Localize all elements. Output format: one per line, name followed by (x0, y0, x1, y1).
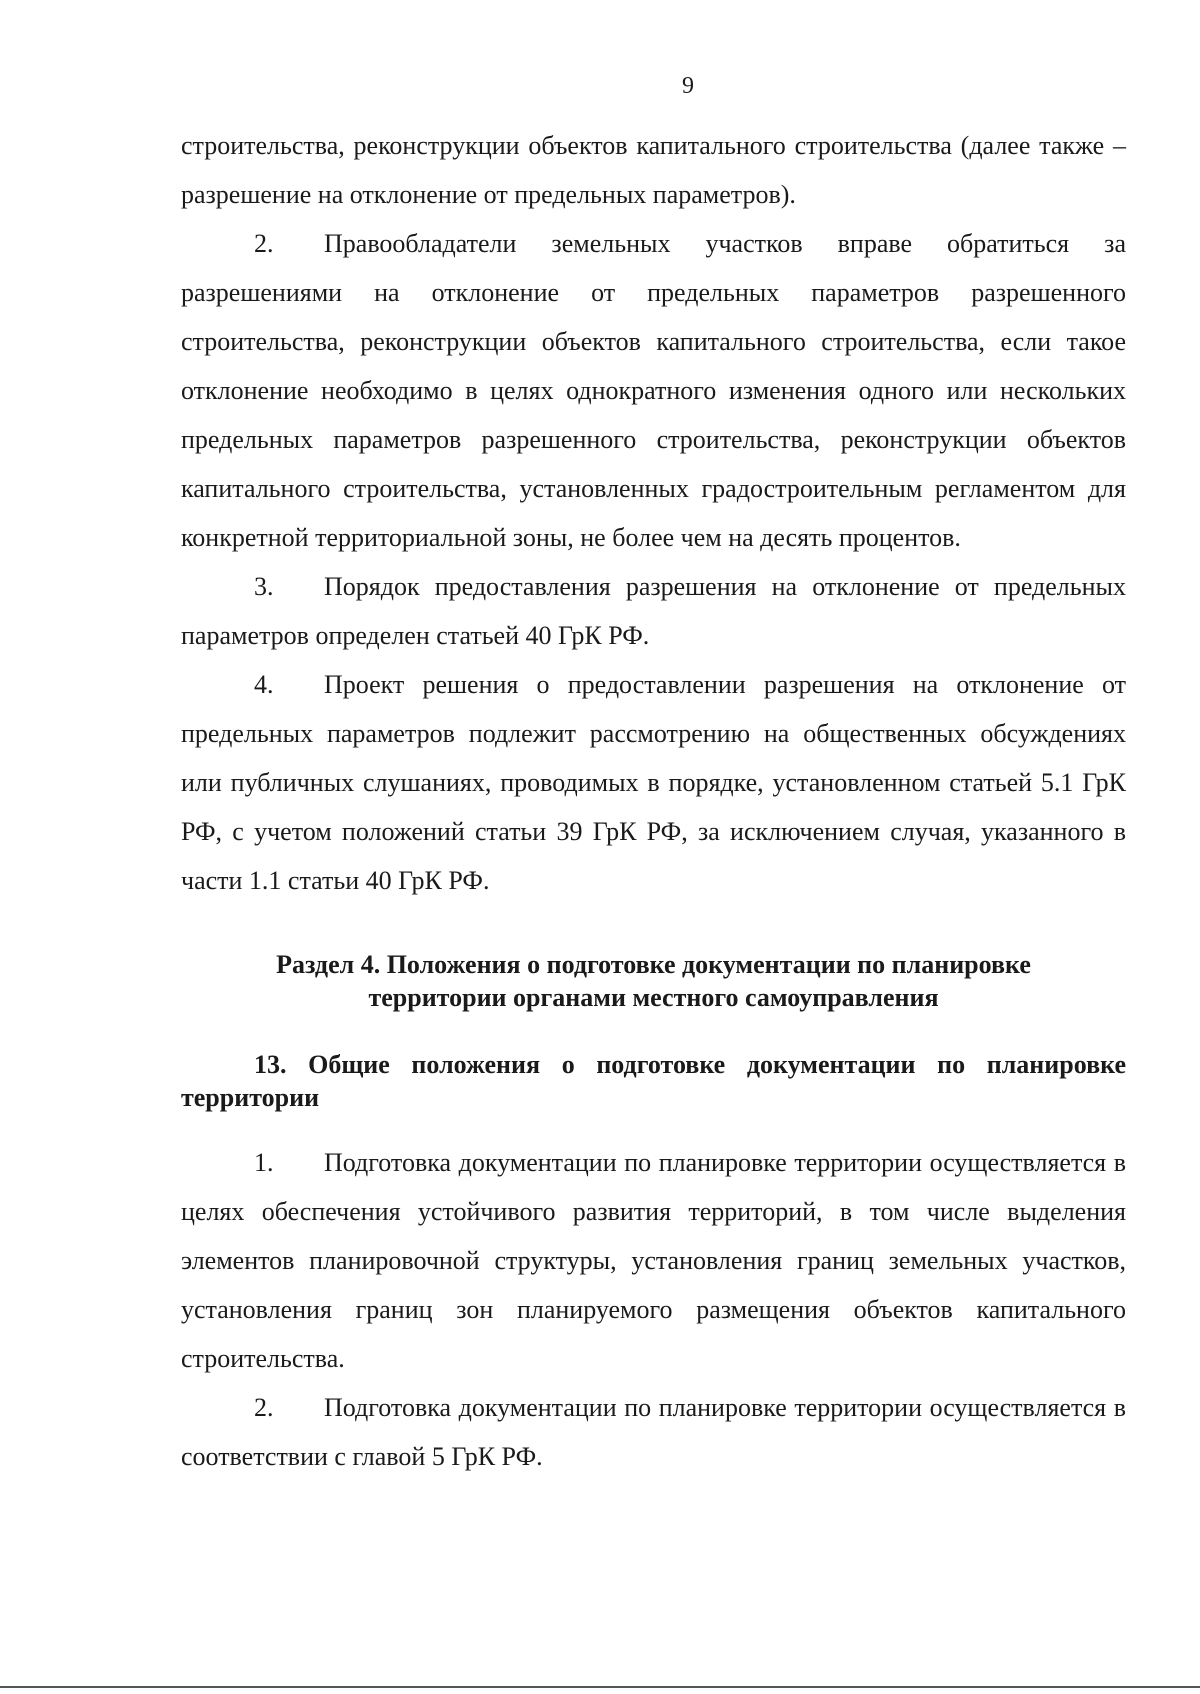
paragraph-2 (181, 219, 1126, 562)
paragraph-text: Подготовка документации по планировке территории осуществляется в соответствии с главой 5 ГрК РФ. (181, 1393, 1126, 1471)
paragraph-text: строительства, реконструкции объектов капитального строительства (далее также – разрешение на отклонение от предельных параметров). (181, 131, 1126, 209)
paragraph-number: 2. (254, 1393, 274, 1422)
paragraph-number: 2. (254, 229, 274, 258)
paragraph-text: Правообладатели земельных участков вправе обратиться за разрешениями на отклонение от предельных параметров разрешенного строительства, реконструкции объектов капитального строительства, если такое отклонение необходимо в целях однократного изменения одного или нескольких предельных параметров разрешенного строительства, реконструкции объектов капитального строительства, установленных градостроительным регламентом для конкретной территориальной зоны, не более чем на десять процентов. (181, 229, 1126, 552)
section-title-line-2: территории органами местного самоуправления (368, 983, 939, 1012)
paragraph-number: 3. (254, 572, 274, 601)
paragraph-3 (181, 562, 1126, 660)
article-paragraph-1 (181, 1138, 1126, 1383)
article-paragraph-2 (181, 1383, 1126, 1481)
paragraph-text: Подготовка документации по планировке территории осуществляется в целях обеспечения устойчивого развития территорий, в том числе выделения элементов планировочной структуры, установления границ земельных участков, установления границ зон планируемого размещения объектов капитального строительства. (181, 1148, 1126, 1373)
paragraph-continuation (181, 121, 1126, 219)
paragraph-text: Проект решения о предоставлении разрешения на отклонение от предельных параметров подлежит рассмотрению на общественных обсуждениях или публичных слушаниях, проводимых в порядке, установленном статьей 5.1 ГрК РФ, с учетом положений статьи 39 ГрК РФ, за исключением случая, указанного в части 1.1 статьи 40 ГрК РФ. (181, 670, 1126, 895)
page-number: 9 (682, 73, 694, 99)
paragraph-number: 4. (254, 670, 274, 699)
page-bottom-rule (0, 1686, 1200, 1688)
section-title-line-1: Раздел 4. Положения о подготовке документации по планировке (276, 950, 1031, 979)
paragraph-4 (181, 660, 1126, 905)
paragraph-number: 1. (254, 1148, 274, 1177)
document-body (181, 121, 1126, 1481)
section-title (181, 948, 1126, 1014)
paragraph-text: Порядок предоставления разрешения на отклонение от предельных параметров определен статьей 40 ГрК РФ. (181, 572, 1126, 650)
article-title: 13. Общие положения о подготовке документации по планировке территории (181, 1050, 1126, 1112)
